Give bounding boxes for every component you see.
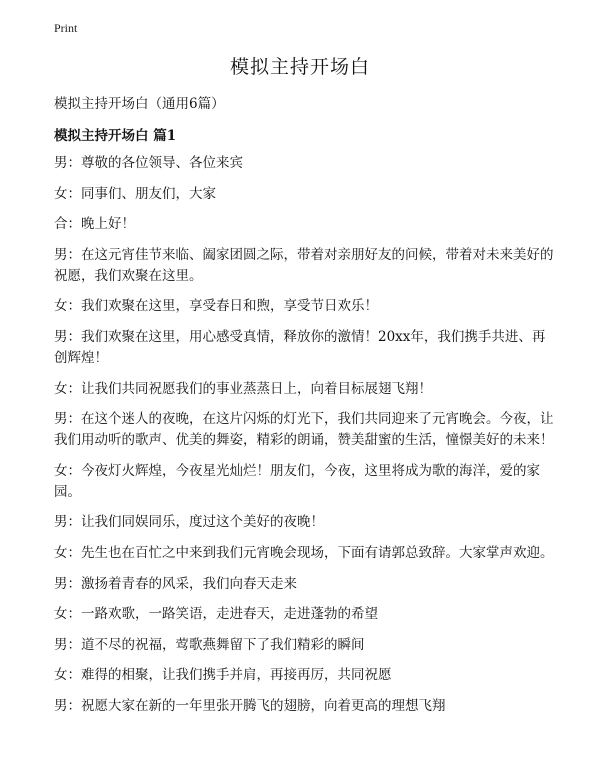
section-heading: 模拟主持开场白 篇1 xyxy=(54,128,177,144)
paragraph: 合：晚上好！ xyxy=(54,216,135,233)
print-label: Print xyxy=(54,21,78,35)
paragraph: 女：同事们、朋友们，大家 xyxy=(54,185,216,202)
paragraph: 男：祝愿大家在新的一年里张开腾飞的翅膀，向着更高的理想飞翔 xyxy=(54,697,446,714)
paragraph: 男：在这元宵佳节来临、阖家团圆之际，带着对亲朋好友的问候，带着对未来美好的祝愿，我们欢聚在这里。 xyxy=(54,246,554,284)
document-body xyxy=(54,153,554,727)
document-subtitle: 模拟主持开场白（通用6篇） xyxy=(54,96,225,112)
paragraph: 女：难得的相聚，让我们携手并肩，再接再厉，共同祝愿 xyxy=(54,667,392,684)
paragraph: 女：一路欢歌，一路笑语，走进春天，走进蓬勃的希望 xyxy=(54,606,378,623)
paragraph: 男：尊敬的各位领导、各位来宾 xyxy=(54,155,243,171)
paragraph: 男：在这个迷人的夜晚，在这片闪烁的灯光下，我们共同迎来了元宵晚会。今夜，让我们用动听的歌声、优美的舞姿，精彩的朗诵，赞美甜蜜的生活，憧憬美好的未来！ xyxy=(54,411,554,449)
paragraph: 男：让我们同娱同乐，度过这个美好的夜晚！ xyxy=(54,514,324,531)
paragraph: 男：我们欢聚在这里，用心感受真情，释放你的激情！20xx年，我们携手共进、再创辉煌！ xyxy=(54,328,546,366)
document-title: 模拟主持开场白 xyxy=(229,56,370,78)
paragraph: 女：今夜灯火辉煌，今夜星光灿烂！朋友们，今夜，这里将成为歌的海洋，爱的家园。 xyxy=(54,462,540,500)
paragraph: 女：先生也在百忙之中来到我们元宵晚会现场，下面有请郭总致辞。大家掌声欢迎。 xyxy=(54,544,554,561)
paragraph: 女：我们欢聚在这里，享受春日和煦，享受节日欢乐！ xyxy=(54,298,378,315)
paragraph: 男：道不尽的祝福，莺歌燕舞留下了我们精彩的瞬间 xyxy=(54,636,365,653)
paragraph: 女：让我们共同祝愿我们的事业蒸蒸日上，向着目标展翅飞翔！ xyxy=(54,380,432,397)
paragraph: 男：激扬着青春的风采，我们向春天走来 xyxy=(54,575,297,592)
